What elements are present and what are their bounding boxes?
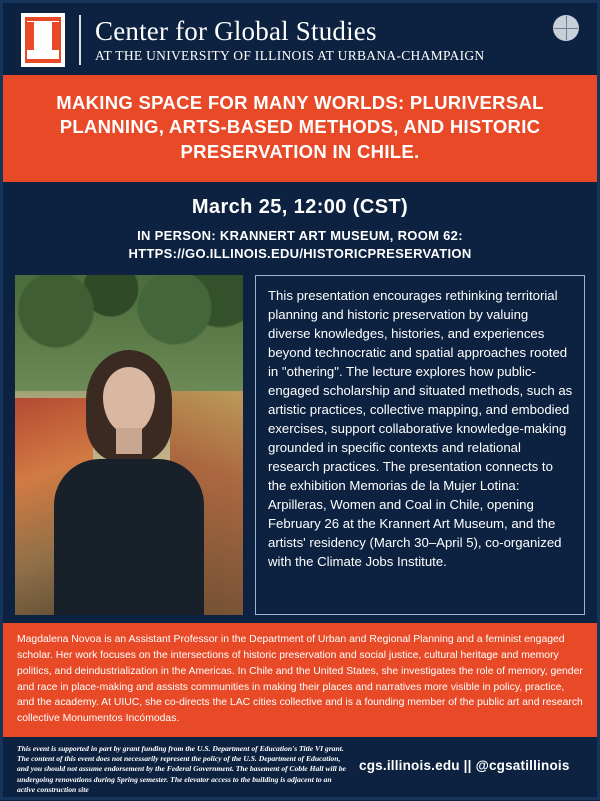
header-text-block bbox=[95, 17, 539, 64]
header-divider bbox=[79, 15, 81, 65]
funding-disclaimer: This event is supported in part by grant funding from the U.S. Department of Education's Title VI grant. The content of this event does not necessarily represent the policy of the U.S. Department of Education, and you should not assume endorsement by the Federal Government. The basement of Coble Hall will be undergoing renovations during Spring semester. The elevator access to the building is adjacent to an active construction site bbox=[17, 744, 346, 794]
main-content-row bbox=[3, 269, 597, 615]
event-location: IN PERSON: KRANNERT ART MUSEUM, ROOM 62: bbox=[137, 228, 463, 244]
poster-header bbox=[3, 3, 597, 75]
abstract-text: This presentation encourages rethinking territorial planning and historic preservation by valuing diverse knowledges, histories, and experiences beyond technocratic and spatial approaches rooted in "othering". The lecture explores how public-engaged scholarship and situated methods, such as artistic practices, collective mapping, and embodied exercises, support collaborative knowledge-making grounded in specific contexts and relational research practices. The presentation connects to the exhibition Memorias de la Mujer Lotina: Arpilleras, Women and Coal in Chile, opening February 26 at the Krannert Art Museum, and the artists' residency (March 30–April 5), co-organized with the Climate Jobs Institute. bbox=[255, 275, 585, 615]
event-registration-link[interactable]: HTTPS://GO.ILLINOIS.EDU/HISTORICPRESERVATION bbox=[128, 246, 472, 262]
speaker-bio: Magdalena Novoa is an Assistant Professor in the Department of Urban and Regional Planning and a feminist engaged scholar. Her work focuses on the intersections of historic preservation and social justice, cultural heritage and memory politics, and deindustrialization in the Americas. In Chile and the United States, she investigates the role of memory, gender and race in place-making and assists communities in making their places and narratives more visible in policy, practice, and the academy. At UIUC, she co-directs the LAC cities collective and is a founding member of the public art and research collective Monumentos Incómodas. bbox=[3, 623, 597, 737]
poster-title: MAKING SPACE FOR MANY WORLDS: PLURIVERSAL PLANNING, ARTS-BASED METHODS, AND HISTORIC PRESERVATION IN CHILE. bbox=[3, 75, 597, 182]
block-i-logo bbox=[21, 13, 65, 67]
event-info bbox=[3, 182, 597, 269]
org-title: Center for Global Studies bbox=[95, 15, 377, 46]
poster-footer bbox=[3, 737, 597, 801]
org-subtitle: AT THE UNIVERSITY OF ILLINOIS AT URBANA-CHAMPAIGN bbox=[95, 48, 485, 64]
event-date: March 25, 12:00 (CST) bbox=[191, 196, 409, 219]
contact-info[interactable]: cgs.illinois.edu || @cgsatillinois bbox=[359, 758, 570, 774]
speaker-photo bbox=[15, 275, 243, 615]
globe-icon bbox=[553, 15, 579, 41]
